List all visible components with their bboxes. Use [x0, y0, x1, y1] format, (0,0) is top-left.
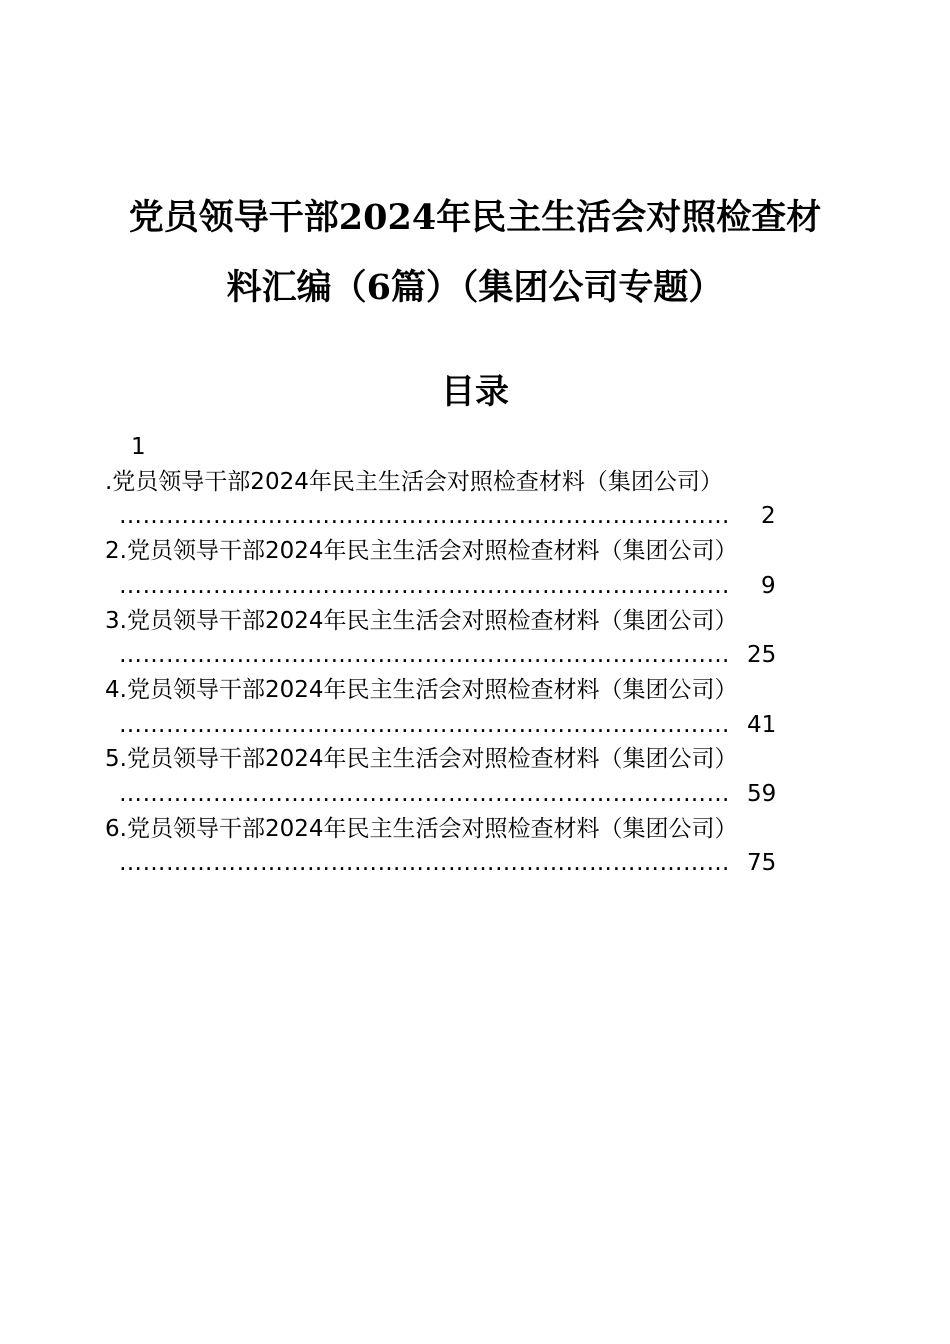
toc-entry-4[interactable] — [105, 673, 825, 742]
toc-entry-leader-line — [105, 499, 825, 534]
toc-entry-6[interactable] — [105, 812, 825, 881]
toc-entry-title: 3.党员领导干部2024年民主生活会对照检查材料（集团公司） — [105, 607, 738, 634]
toc-page-number: 2 — [761, 503, 776, 530]
toc-dot-leader: …………………………………………………………………… — [119, 503, 730, 530]
toc-entry-2[interactable] — [105, 534, 825, 603]
table-of-contents — [105, 430, 825, 881]
toc-entry-leader-line — [105, 777, 825, 812]
toc-dot-leader: …………………………………………………………………… — [119, 711, 730, 738]
document-title-line-1: 党员领导干部2024年民主生活会对照检查材 — [128, 197, 822, 238]
toc-entry-leader-line — [105, 569, 825, 604]
toc-entry-title: 6.党员领导干部2024年民主生活会对照检查材料（集团公司） — [105, 815, 738, 842]
toc-entry-leader-line — [105, 708, 825, 743]
toc-dot-leader: …………………………………………………………………… — [119, 572, 730, 599]
toc-entry-1[interactable] — [105, 430, 825, 534]
toc-entry-leader-line — [105, 638, 825, 673]
toc-page-number: 9 — [761, 572, 776, 599]
toc-dot-leader: …………………………………………………………………… — [119, 781, 730, 808]
toc-entry-3[interactable] — [105, 604, 825, 673]
toc-dot-leader: …………………………………………………………………… — [119, 850, 730, 877]
toc-page-number: 59 — [747, 781, 777, 808]
toc-entry-title: 2.党员领导干部2024年民主生活会对照检查材料（集团公司） — [105, 538, 738, 565]
toc-page-number: 41 — [747, 711, 777, 738]
toc-page-number: 25 — [747, 642, 777, 669]
toc-entry-title: .党员领导干部2024年民主生活会对照检查材料（集团公司） — [105, 468, 723, 495]
document-title-line-2: 料汇编（6篇）（集团公司专题） — [226, 267, 724, 308]
toc-heading: 目录 — [441, 372, 509, 412]
toc-entry-leader-line — [105, 846, 825, 881]
toc-entry-title: 5.党员领导干部2024年民主生活会对照检查材料（集团公司） — [105, 746, 738, 773]
toc-entry-title: 4.党员领导干部2024年民主生活会对照检查材料（集团公司） — [105, 676, 738, 703]
toc-entry-5[interactable] — [105, 742, 825, 811]
toc-dot-leader: …………………………………………………………………… — [119, 642, 730, 669]
toc-page-number: 75 — [747, 850, 777, 877]
toc-entry-number: 1 — [131, 434, 146, 460]
